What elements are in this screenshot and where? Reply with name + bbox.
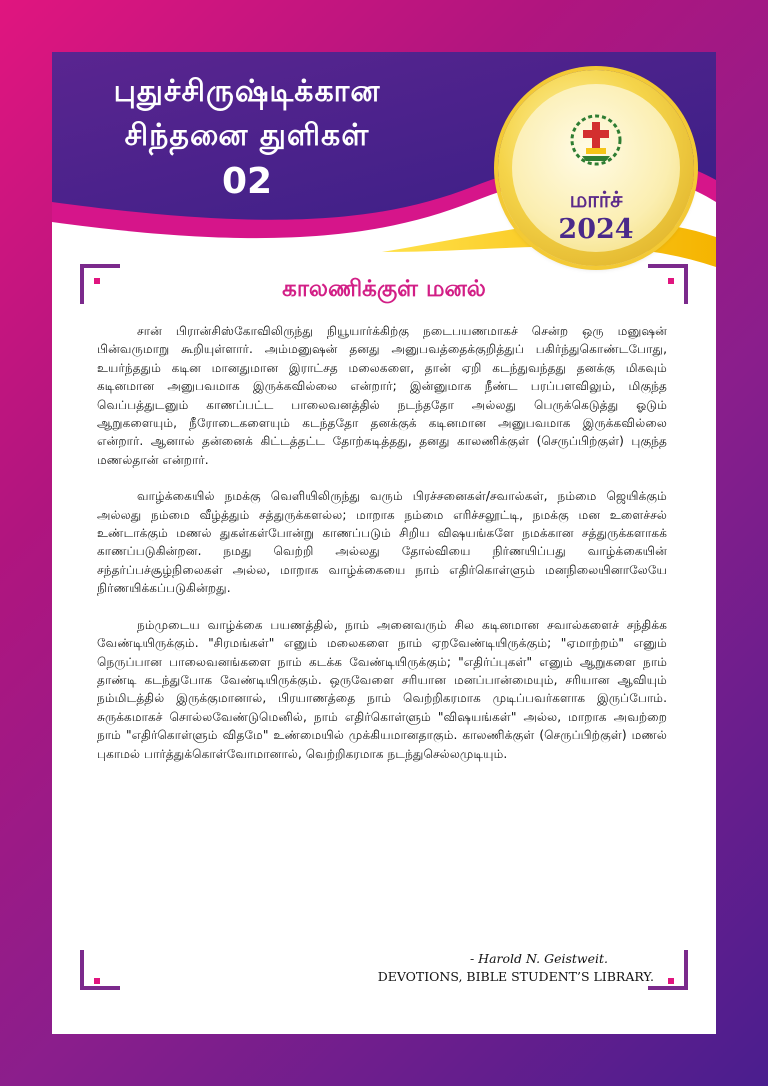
badge-month: மார்ச் — [569, 188, 623, 213]
article-body — [97, 322, 667, 781]
title-line-1: புதுச்சிருஷ்டிக்கான — [113, 74, 381, 109]
paragraph: வாழ்க்கையில் நமக்கு வெளியிலிருந்து வரும் பிரச்சனைகள்/சவால்கள், நம்மை ஜெயிக்கும் அல்லது நம்மை வீழ்த்தும் சத்துருக்களல்ல; மாறாக நம்மை எரிச்சலூட்டி, நமக்கு மன உளைச்சல் உண்டாக்கும் மணல் துகள்கள்போன்று காணப்படும் சிறிய விஷயங்களே நமக்கான சத்துருக்களாகக் காணப்படுகின்றன. நமது வெற்றி அல்லது தோல்வியை நிர்ணயிப்பது வாழ்க்கையின் சந்தர்ப்பச்சூழ்நிலைகள் அல்ல, மாறாக வாழ்க்கையை நாம் எதிர்கொள்ளும் மனநிலையினாலேயே நிர்ணயிக்கப்படுகின்றது. — [97, 489, 667, 596]
paragraph: சான் பிரான்சிஸ்கோவிலிருந்து நியூயார்க்கிற்கு நடைபயணமாகச் சென்ற ஒரு மனுஷன் பின்வருமாறு கூறியுள்ளார். அம்மனுஷன் தனது அனுபவத்தைக்குறித்துப் பகிர்ந்துகொண்டபோது, உயர்ந்ததும் கடின மானதுமான இராட்சத மலைகளை, தான் ஏறி கடந்துவந்தது தனக்கு மிகவும் கடினமான அனுபவமாக இருக்கவில்லை என்றார்; இன்னுமாக நீண்ட பரப்பளவிலும், மிகுந்த வெப்பத்துடனும் காணப்பட்ட பாலைவனத்தில் நடந்ததோ அல்லது பெருக்கெடுத்து ஓடும் ஆறுகளையும், நீரோடைகளையும் கடந்ததோ தனக்குக் கடினமான அனுபவமாக இருக்கவில்லை என்றார். ஆனால் தன்னைக் கிட்டத்தட்ட தோற்கடித்தது, தனது காலணிக்குள் (செருப்பிற்குள்) புகுந்த மணல்தான் என்றார். — [97, 324, 667, 467]
header-title — [52, 70, 442, 204]
badge-year: 2024 — [558, 214, 634, 245]
attribution — [378, 950, 654, 986]
author-name: - Harold N. Geistweit. — [469, 951, 608, 966]
corner-bracket-bottom-left — [80, 950, 120, 990]
issue-number: 02 — [221, 161, 273, 202]
church-emblem-icon — [570, 114, 622, 166]
corner-dot — [668, 978, 674, 984]
page-card — [52, 52, 716, 1034]
title-line-2: சிந்தனை துளிகள் — [124, 118, 370, 153]
paragraph: நம்முடைய வாழ்க்கை பயணத்தில், நாம் அனைவரும் சில கடினமான சவால்களைச் சந்திக்க வேண்டியிருக்கும். "சிரமங்கள்" எனும் மலைகளை நாம் ஏறவேண்டியிருக்கும்; "ஏமாற்றம்" எனும் நெருப்பான பாலைவனங்களை நாம் கடக்க வேண்டியிருக்கும்; "எதிர்ப்புகள்" எனும் ஆறுகளை நாம் தாண்டி கடந்துபோக வேண்டியிருக்கும். ஒருவேளை சரியான மனப்பான்மையும், சரியான ஆவியும் நம்மிடத்தில் இருக்குமானால், பிரயாணத்தை நாம் வெற்றிகரமாக முடிப்பவர்களாக இருப்போம். சுருக்கமாகச் சொல்லவேண்டுமெனில், நாம் எதிர்கொள்ளும் "விஷயங்கள்" அல்ல, மாறாக அவற்றை நாம் "எதிர்கொள்ளும் விதமே" உண்மையில் முக்கியமானதாகும். காலணிக்குள் (செருப்பிற்குள்) மணல் புகாமல் பார்த்துக்கொள்வோமானால், வெற்றிகரமாக நடந்துசெல்லமுடியும். — [97, 617, 667, 761]
article-title: காலணிக்குள் மனல் — [282, 276, 486, 302]
source-reference: DEVOTIONS, BIBLE STUDENT’S LIBRARY. — [377, 969, 654, 984]
corner-bracket-bottom-right — [648, 950, 688, 990]
corner-dot — [94, 978, 100, 984]
date-badge-inner — [512, 84, 680, 252]
date-badge — [498, 70, 694, 266]
